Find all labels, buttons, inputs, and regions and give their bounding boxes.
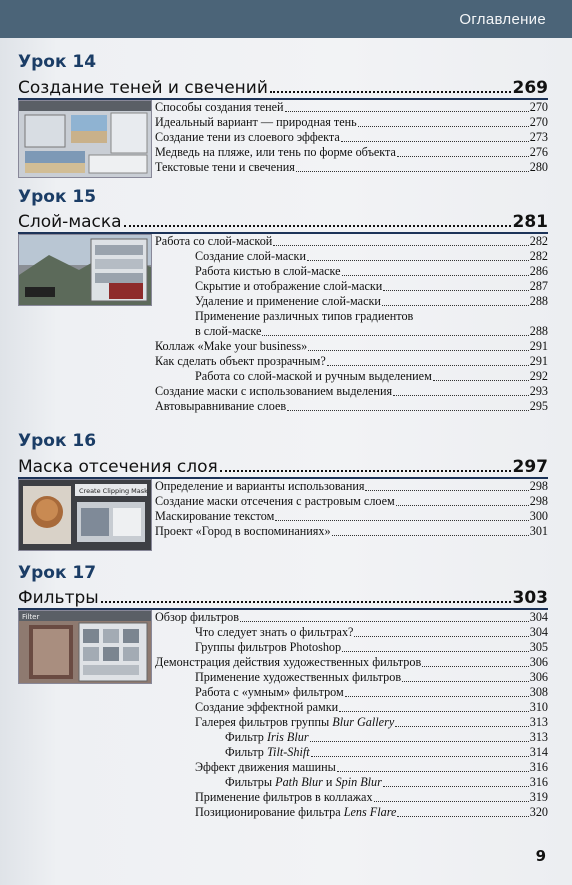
entry-text [225, 745, 310, 760]
entry-text-italic: Path Blur [275, 775, 323, 789]
entry-text: Работа кистью в слой-маске [195, 264, 341, 278]
leader-dots [124, 225, 511, 227]
entry-text-part: Позиционирование фильтра [195, 805, 344, 819]
toc-entry[interactable] [155, 494, 548, 509]
toc-entry[interactable] [155, 790, 548, 805]
entry-text-part: и [322, 775, 336, 789]
leader-dots [307, 260, 529, 261]
entry-text-italic: Tilt-Shift [266, 745, 310, 759]
chapter-title: Слой-маска [18, 212, 122, 232]
entry-text: Обзор фильтров [155, 610, 239, 624]
leader-dots [337, 771, 529, 772]
thumbnail-image [19, 101, 151, 177]
entry-text: Демонстрация действия художественных фильтров [155, 655, 422, 669]
toc-entry[interactable] [155, 479, 548, 494]
entry-text: Применение различных типов градиентов [195, 309, 414, 323]
entry-text: Создание слой-маски [195, 249, 306, 263]
chapter-title-row[interactable] [18, 586, 548, 608]
entry-text: Эффект движения машины [195, 760, 336, 774]
entry-page: 295 [529, 399, 548, 413]
chapter-page: 303 [512, 588, 548, 608]
entry-page: 288 [529, 324, 548, 338]
chapter-title-row[interactable] [18, 455, 548, 477]
entry-text-italic: Iris Blur [266, 730, 309, 744]
leader-dots [396, 505, 529, 506]
leader-dots [262, 335, 528, 336]
leader-dots [393, 395, 529, 396]
entry-page: 301 [529, 524, 548, 538]
leader-dots [402, 681, 529, 682]
entry-text: Применение фильтров в коллажах [195, 790, 373, 804]
entry-text-italic: Lens Flare [343, 805, 397, 819]
entry-page: 300 [529, 509, 548, 523]
chapter-title-row[interactable] [18, 210, 548, 232]
entry-text-italic: Blur Gallery [332, 715, 395, 729]
leader-dots [397, 816, 528, 817]
toc-entry[interactable] [155, 339, 548, 354]
chapter-page: 269 [512, 78, 548, 98]
header-title: Оглавление [459, 11, 546, 28]
leader-dots [342, 275, 529, 276]
entry-text-part: Фильтры [225, 775, 276, 789]
entry-page: 308 [529, 685, 548, 699]
entry-text-part: Галерея фильтров группы [195, 715, 333, 729]
toc-entry[interactable] [155, 625, 548, 640]
leader-dots [220, 470, 511, 472]
entry-text [195, 715, 394, 730]
entry-text: Как сделать объект прозрачным? [155, 354, 326, 368]
entry-text: Группы фильтров Photoshop [195, 640, 342, 654]
toc-entry[interactable] [155, 745, 548, 760]
entry-text: Медведь на пляже, или тень по форме объекта [155, 145, 396, 159]
entry-page: 282 [529, 234, 548, 248]
toc-entry[interactable] [155, 309, 548, 324]
toc-entry[interactable] [155, 279, 548, 294]
entry-text: Работа со слой-маской [155, 234, 273, 248]
entry-page: 313 [529, 730, 548, 744]
entry-page: 282 [529, 249, 548, 263]
thumbnail-image [19, 480, 151, 550]
leader-dots [240, 621, 529, 622]
leader-dots [395, 726, 528, 727]
entry-page: 270 [529, 100, 548, 114]
toc-entry[interactable] [155, 655, 548, 670]
toc-entry[interactable] [155, 775, 548, 790]
toc-entry[interactable] [155, 640, 548, 655]
leader-dots [397, 156, 529, 157]
lesson-label: Урок 16 [18, 431, 97, 451]
entry-page: 319 [529, 790, 548, 804]
entry-page: 270 [529, 115, 548, 129]
leader-dots [101, 601, 511, 603]
leader-dots [383, 290, 528, 291]
thumbnail-image [19, 235, 151, 305]
toc-entry[interactable] [155, 730, 548, 745]
entry-page: 288 [529, 294, 548, 308]
entry-text: Что следует знать о фильтрах? [195, 625, 354, 639]
entry-text: Удаление и применение слой-маски [195, 294, 381, 308]
lesson-thumbnail [18, 100, 152, 178]
entry-text-italic: Spin Blur [335, 775, 382, 789]
lesson-thumbnail [18, 234, 152, 306]
entry-text: Автовыравнивание слоев [155, 399, 287, 413]
toc-entry[interactable] [155, 670, 548, 685]
entry-page: 291 [529, 339, 548, 353]
entry-page: 304 [529, 625, 548, 639]
chapter-title: Фильтры [18, 588, 99, 608]
leader-dots [332, 535, 529, 536]
chapter-page: 281 [512, 212, 548, 232]
leader-dots [383, 786, 529, 787]
toc-entry[interactable] [155, 249, 548, 264]
toc-entry[interactable] [155, 100, 548, 115]
entry-text: Проект «Город в воспоминаниях» [155, 524, 331, 538]
leader-dots [285, 111, 529, 112]
leader-dots [365, 490, 528, 491]
leader-dots [433, 380, 529, 381]
entry-text: Создание маски с использованием выделения [155, 384, 393, 398]
toc-entry[interactable] [155, 700, 548, 715]
entries-list [155, 479, 548, 539]
chapter-page: 297 [512, 457, 548, 477]
leader-dots [374, 801, 529, 802]
entries-list [155, 234, 548, 414]
entry-page: 293 [529, 384, 548, 398]
leader-dots [422, 666, 529, 667]
toc-entry[interactable] [155, 805, 548, 820]
toc-entry[interactable] [155, 130, 548, 145]
entry-text: в слой-маске [195, 324, 262, 338]
entry-text: Способы создания теней [155, 100, 284, 114]
entry-text: Создание тени из слоевого эффекта [155, 130, 340, 144]
entry-page: 305 [529, 640, 548, 654]
entry-page: 320 [529, 805, 548, 819]
leader-dots [287, 410, 529, 411]
entry-text: Скрытие и отображение слой-маски [195, 279, 383, 293]
thumbnail-image [19, 611, 151, 683]
entry-text: Применение художественных фильтров [195, 670, 402, 684]
leader-dots [327, 365, 529, 366]
entry-page: 306 [529, 670, 548, 684]
leader-dots [358, 126, 529, 127]
leader-dots [342, 651, 529, 652]
entry-text-part: Фильтр [225, 745, 267, 759]
entry-page: 310 [529, 700, 548, 714]
toc-entry[interactable] [155, 524, 548, 539]
toc-entry[interactable] [155, 760, 548, 775]
thumbnail-caption: Create Clipping Mask [79, 487, 148, 495]
leader-dots [275, 520, 528, 521]
entry-page: 298 [529, 479, 548, 493]
toc-entry[interactable] [155, 685, 548, 700]
entry-page: 314 [529, 745, 548, 759]
leader-dots [311, 756, 529, 757]
toc-entry[interactable] [155, 610, 548, 625]
entry-page: 316 [529, 775, 548, 789]
entry-page: 306 [529, 655, 548, 669]
toc-entry[interactable] [155, 369, 548, 384]
entry-page: 316 [529, 760, 548, 774]
entry-page: 292 [529, 369, 548, 383]
entry-text [195, 805, 396, 820]
toc-entry[interactable] [155, 115, 548, 130]
leader-dots [296, 171, 529, 172]
lesson-label: Урок 17 [18, 563, 97, 583]
entry-text: Маскирование текстом [155, 509, 275, 523]
entry-page: 298 [529, 494, 548, 508]
toc-entry[interactable] [155, 324, 548, 339]
page-header [0, 0, 572, 38]
leader-dots [270, 91, 511, 93]
leader-dots [354, 636, 528, 637]
entry-text: Работа с «умным» фильтром [195, 685, 344, 699]
entries-list [155, 100, 548, 175]
toc-entry[interactable] [155, 354, 548, 369]
entry-text [225, 730, 309, 745]
toc-entry[interactable] [155, 715, 548, 730]
entry-page: 313 [529, 715, 548, 729]
entry-text: Коллаж «Make your business» [155, 339, 308, 353]
leader-dots [345, 696, 529, 697]
chapter-title-row[interactable] [18, 76, 548, 98]
toc-entry[interactable] [155, 160, 548, 175]
leader-dots [341, 141, 529, 142]
entry-page: 276 [529, 145, 548, 159]
entry-page: 291 [529, 354, 548, 368]
lesson-thumbnail [18, 610, 152, 684]
entry-text: Работа со слой-маской и ручным выделением [195, 369, 432, 383]
leader-dots [382, 305, 529, 306]
toc-entry[interactable] [155, 399, 548, 414]
entry-text-part: Фильтр [225, 730, 267, 744]
leader-dots [310, 741, 529, 742]
leader-dots [273, 245, 528, 246]
entry-page: 280 [529, 160, 548, 174]
lesson-label: Урок 14 [18, 52, 97, 72]
lesson-label: Урок 15 [18, 187, 97, 207]
entry-page: 273 [529, 130, 548, 144]
chapter-title: Создание теней и свечений [18, 78, 268, 98]
entry-text [225, 775, 382, 790]
toc-entry[interactable] [155, 509, 548, 524]
entry-text: Текстовые тени и свечения [155, 160, 295, 174]
toc-entry[interactable] [155, 294, 548, 309]
entry-page: 304 [529, 610, 548, 624]
entry-page: 286 [529, 264, 548, 278]
chapter-title: Маска отсечения слоя [18, 457, 218, 477]
thumbnail-label: Filter [22, 613, 40, 621]
lesson-thumbnail [18, 479, 152, 551]
entry-text: Определение и варианты использования [155, 479, 365, 493]
toc-entry[interactable] [155, 384, 548, 399]
entry-page: 287 [529, 279, 548, 293]
toc-entry[interactable] [155, 234, 548, 249]
toc-entry[interactable] [155, 145, 548, 160]
entries-list [155, 610, 548, 820]
leader-dots [308, 350, 529, 351]
entry-text: Создание маски отсечения с растровым слоем [155, 494, 395, 508]
leader-dots [339, 711, 529, 712]
page-number: 9 [535, 847, 546, 865]
toc-entry[interactable] [155, 264, 548, 279]
entry-text: Идеальный вариант — природная тень [155, 115, 357, 129]
entry-text: Создание эффектной рамки [195, 700, 339, 714]
